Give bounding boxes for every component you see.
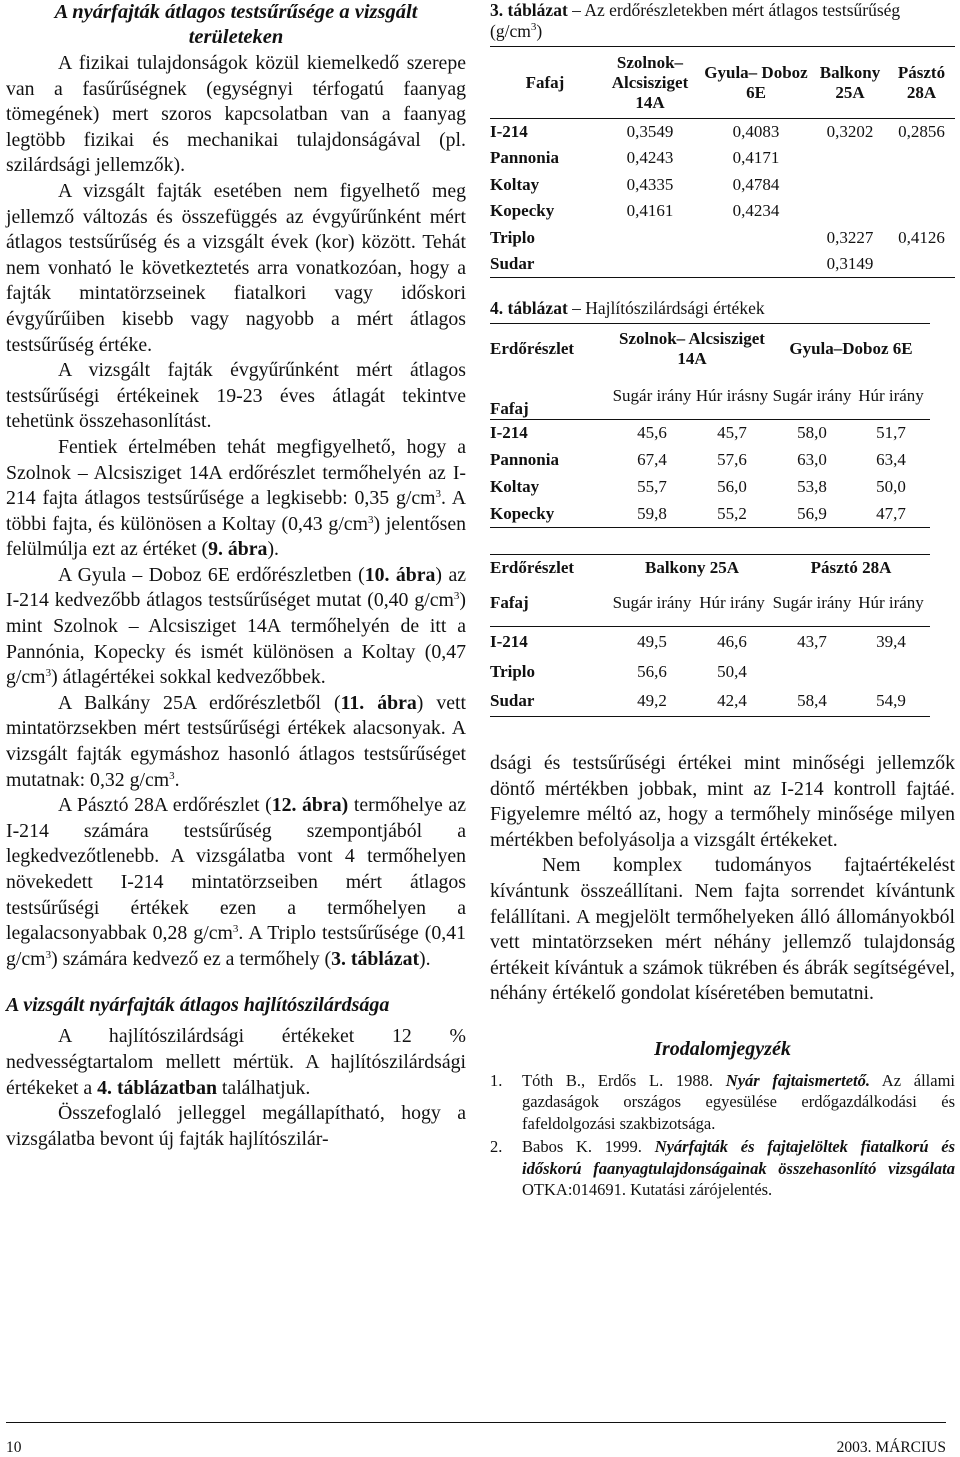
- superscript: 3: [45, 667, 52, 680]
- table-cell: 46,6: [717, 631, 747, 651]
- table-cell: 50,4: [717, 661, 747, 681]
- table-row: [490, 251, 955, 278]
- table-header-cell: Szolnok– Alcsisziget 14A: [600, 47, 700, 119]
- table-cell: [812, 198, 888, 225]
- table-cell: 0,4171: [732, 148, 780, 168]
- paragraph-4: [6, 435, 466, 563]
- paragraph-7: [6, 793, 466, 972]
- table-row: [490, 687, 930, 717]
- table-cell: [812, 172, 888, 199]
- paragraph-2: A vizsgált fajták esetében nem figyelhető meg jellemző változás és összefüggés az évgyűrűnként mért átlagos testsűrűség és a vizsgált évek (kor) között. Tehát nem vonható le következtetés arra vonatkozóan, hogy a fajták mintatörzseinek fiatalkori vagy időskori évgyűrűiben kisebb vagy nagyobb a mért átlagos testsűrűség értéke.: [6, 179, 466, 356]
- reference-text: [522, 1136, 955, 1201]
- superscript: 3: [453, 590, 460, 603]
- caption-text: ): [536, 21, 543, 41]
- table-header-cell: Szolnok– Alcsisziget 14A: [612, 324, 772, 374]
- table-row: [490, 172, 955, 199]
- table-cell: 0,4126: [898, 227, 945, 247]
- text-run: termőhelye az I-214 számára testsűrűség szempontjából a legkedvezőtlenebb. A vizsgálatba vont 4 termőhelyen növekedett I-214 mintatörzseiben mért átlagos testsűrűségi értékek ezen a termőhelyen a legalacsonyabbak 0,28 g/cm: [6, 794, 466, 945]
- table-cell: 56,6: [637, 661, 667, 681]
- table4-block1-body: [490, 420, 930, 528]
- figure-ref: 9. ábra: [208, 538, 268, 561]
- reference-number: 2.: [490, 1137, 503, 1157]
- table-cell: 45,7: [717, 423, 747, 443]
- table-header-cell: Sugár irány: [612, 374, 692, 420]
- reference-source: OTKA:014691. Kutatási zárójelentés.: [522, 1180, 773, 1200]
- table3: [490, 46, 955, 278]
- table-cell: 56,0: [717, 477, 747, 496]
- table-cell: 49,2: [612, 687, 692, 717]
- table-header-row: [490, 324, 930, 374]
- table-header-cell: Húr irány: [692, 581, 772, 627]
- section-heading-density: A nyárfajták átlagos testsűrűsége a vizsgált területeken: [54, 1, 418, 48]
- issue-label: 2003. MÁRCIUS: [836, 1439, 946, 1456]
- table-header-cell: Gyula– Doboz 6E: [700, 47, 812, 119]
- table3-body: [490, 119, 955, 278]
- table-cell: Sudar: [490, 251, 600, 278]
- right-paragraph-2: Nem komplex tudományos fajtaértékelést kívántunk összeállítani. Nem fajta sorrendet kívántunk felállítani. A megjelölt termőhelyeken álló állományokból vett mintatörzseken mért néhány jellemző tulajdonság értékeit kívántuk a számok tükrében és ábrák segítségével, néhány értékelő gondolat kíséretében bemutatni.: [490, 854, 955, 1005]
- text-run: A hajlítószilárdsági értékeket 12 % nedvességtartalom mellett mértük. A hajlítószilárdsági értékeket a: [6, 1025, 466, 1099]
- reference-item: [490, 1070, 955, 1135]
- table-cell: 59,8: [612, 501, 692, 528]
- reference-authors: Babos K. 1999.: [522, 1137, 655, 1157]
- text-run: találhatjuk.: [216, 1076, 311, 1099]
- table-cell: 56,9: [772, 501, 852, 528]
- table-cell: 53,8: [797, 477, 827, 496]
- reference-number: 1.: [490, 1070, 503, 1090]
- table-cell: 67,4: [637, 450, 667, 469]
- text-run: .: [174, 768, 180, 791]
- reference-title: Nyár fajtaismertető.: [725, 1070, 871, 1090]
- table-cell: Pannonia: [490, 450, 559, 469]
- text-run: ) mint Szolnok – Alcsisziget 14A termőhelyén de itt a Pannónia, Kopecky és ismét különösen a Koltay (0,47 g/cm: [6, 589, 466, 689]
- table-header-cell: Sugár irány: [612, 581, 692, 627]
- table-cell: 58,0: [797, 423, 827, 443]
- table-cell: 57,6: [717, 450, 747, 469]
- table-cell: [888, 145, 955, 172]
- table-cell: 0,3227: [826, 227, 874, 247]
- page-number: 10: [6, 1439, 22, 1456]
- reference-item: [490, 1136, 955, 1201]
- reference-title: Nyárfajták és fajtajelöltek fiatalkorú és időskorú faanyagtulajdonságainak összehasonlító vizsgálata: [522, 1137, 956, 1178]
- table-cell: 42,4: [692, 687, 772, 717]
- paragraph-3: A vizsgált fajták évgyűrűnként mért átlagos testsűrűségi értékeinek 19-23 éves átlagát tekintve tehetünk összehasonlítást.: [6, 359, 466, 433]
- table-cell: 0,2856: [898, 122, 945, 141]
- table-cell: 0,4784: [732, 174, 780, 194]
- table-row: [490, 627, 930, 657]
- paragraph-8: [6, 1024, 466, 1101]
- table-cell: I-214: [490, 423, 528, 443]
- table-cell: 55,2: [692, 501, 772, 528]
- table-cell: 63,0: [797, 450, 827, 469]
- table-cell: 0,3202: [826, 122, 874, 141]
- caption-text: – Az erdőrészletekben mért átlagos testsűrűség (g/cm: [490, 0, 901, 41]
- figure-ref: 12. ábra): [271, 794, 349, 817]
- paragraph-1: A fizikai tulajdonságok közül kiemelkedő szerepe van a fasűrűségnek (egységnyi térfogatú faanyag tömegének) mert szoros kapcsolatban van a faanyag legtöbb fizikai és mechanikai tulajdonságával (pl. szilárdsági jellemzők).: [6, 52, 466, 177]
- table-cell: [772, 657, 852, 687]
- table-cell: 0,3149: [812, 251, 888, 278]
- section-heading-bending: A vizsgált nyárfajták átlagos hajlítószilárdsága: [6, 994, 390, 1017]
- text-run: A Balkány 25A erdőrészletből (: [58, 691, 341, 714]
- table-header-cell: Húr irásny: [692, 374, 772, 420]
- text-run: ).: [419, 947, 431, 970]
- references-heading: Irodalomjegyzék: [654, 1037, 791, 1060]
- text-run: . A Triplo testsűrűsége (0,41 g/cm: [6, 922, 466, 970]
- table-cell: 51,7: [876, 423, 906, 443]
- table-cell: [812, 145, 888, 172]
- text-run: ) számára kedvező ez a termőhely (: [51, 947, 332, 970]
- table-cell: 49,5: [637, 631, 667, 651]
- table-header-row: [490, 47, 955, 119]
- table-cell: Koltay: [490, 174, 540, 194]
- table4-block2: [490, 554, 930, 717]
- paragraph-9: Összefoglaló jelleggel megállapítható, hogy a vizsgálatba bevont új fajták hajlítószilár-: [6, 1102, 466, 1150]
- table-subheader-row: [490, 581, 930, 627]
- table-cell: 0,4234: [732, 201, 780, 221]
- table-cell: Sudar: [490, 687, 612, 717]
- table-header-cell: Erdőrészlet: [490, 555, 612, 581]
- table-cell: Koltay: [490, 477, 540, 496]
- table-cell: Kopecky: [490, 201, 555, 221]
- figure-ref: 11. ábra: [340, 691, 417, 714]
- table-row: [490, 119, 955, 146]
- superscript: 3: [530, 21, 537, 33]
- table-row: [490, 198, 955, 225]
- table-row: [490, 474, 930, 501]
- table-cell: [888, 251, 955, 278]
- table-cell: 55,7: [637, 477, 667, 496]
- text-run: Fentiek értelmében tehát megfigyelhető, hogy a Szolnok – Alcsisziget 14A erdőrészlet termőhelyén az I-214 fajta átlagos testsűrűsége a legkisebb: 0,35 g/cm: [6, 435, 466, 510]
- superscript: 3: [367, 513, 374, 526]
- superscript: 3: [45, 948, 52, 961]
- table-cell: 0,4083: [732, 122, 780, 141]
- table-cell: 0,3549: [626, 122, 674, 141]
- superscript: 3: [169, 769, 175, 782]
- table-cell: 0,4243: [626, 148, 674, 168]
- table-header-cell: Erdőrészlet: [490, 324, 612, 374]
- table-cell: [600, 251, 700, 278]
- table-cell: [700, 251, 812, 278]
- caption-label: 4. táblázat: [490, 298, 568, 318]
- table-header-cell: Fafaj: [490, 374, 612, 420]
- table-header-cell: Fafaj: [490, 581, 612, 627]
- text-run: ) vett mintatörzsekben mért testsűrűségi értékek alacsonyak. A vizsgált fajták egymáshoz hasonló átlagos testsűrűséget mutatnak: 0,32 g/cm: [6, 691, 466, 791]
- table-header-cell: Húr irány: [852, 374, 930, 420]
- superscript: 3: [435, 488, 442, 501]
- table-row: [490, 420, 930, 447]
- table-cell: [600, 225, 700, 252]
- table-cell: Triplo: [490, 661, 536, 681]
- table-cell: 50,0: [876, 477, 906, 496]
- table-cell: 39,4: [876, 631, 906, 651]
- table-row: [490, 145, 955, 172]
- table-cell: Triplo: [490, 227, 536, 247]
- text-run: ).: [267, 538, 279, 561]
- references-list: [490, 1070, 955, 1201]
- text-run: ) átlagértékei sokkal kedvezőbbek.: [51, 666, 326, 689]
- reference-source: Az állami gazdaságok országos egyesülése erdőgazdálkodási és fafeldolgozási szakbizotsága.: [522, 1070, 955, 1133]
- table-cell: [888, 172, 955, 199]
- caption-text: – Hajlítószilárdsági értékek: [567, 298, 765, 318]
- table-cell: Kopecky: [490, 501, 612, 528]
- table-header-cell: Pásztó 28A: [772, 555, 930, 581]
- text-run: ) az I-214 kedvezőbb átlagos testsűrűséget mutat (0,40 g/cm: [6, 563, 467, 612]
- caption-label: 3. táblázat: [490, 0, 568, 20]
- table-ref: 3. táblázat: [331, 947, 420, 970]
- table-header-cell: Sugár irány: [772, 374, 852, 420]
- paragraph-5: [6, 563, 466, 691]
- table-row: [490, 225, 955, 252]
- superscript: 3: [232, 923, 239, 936]
- table-cell: [888, 198, 955, 225]
- table-header-cell: Sugár irány: [772, 581, 852, 627]
- table-row: [490, 657, 930, 687]
- right-column: [490, 0, 955, 1201]
- table-header-cell: Balkony 25A: [612, 555, 772, 581]
- table-cell: 58,4: [772, 687, 852, 717]
- reference-text: [522, 1070, 955, 1135]
- table-row: [490, 501, 930, 528]
- table-cell: 43,7: [797, 631, 827, 651]
- table-header-cell: Fafaj: [490, 47, 600, 119]
- table-cell: 63,4: [876, 450, 906, 469]
- table-cell: I-214: [490, 122, 528, 141]
- table-header-cell: Húr irány: [852, 581, 930, 627]
- text-run: . A többi fajta, és különösen a Koltay (0,43 g/cm: [6, 487, 466, 535]
- table-header-cell: Gyula–Doboz 6E: [772, 324, 930, 374]
- table-cell: [852, 657, 930, 687]
- table4-block2-body: [490, 627, 930, 717]
- right-paragraph-1: dsági és testsűrűségi értékei mint minőségi jellemzők döntő mértékben jobbak, mint az I-214 kontroll fajtáé. Figyelemre méltó az, hogy a termőhely minősége milyen mértékben befolyásolja a vizsgált értékeket.: [490, 752, 955, 851]
- paragraph-6: [6, 691, 466, 793]
- table4-caption: [490, 298, 955, 319]
- page-footer: [6, 1422, 946, 1456]
- table-cell: Pannonia: [490, 148, 559, 168]
- table-cell: 0,4335: [626, 174, 674, 194]
- table-header-cell: Pásztó 28A: [888, 47, 955, 119]
- table-subheader-row: [490, 374, 930, 420]
- reference-authors: Tóth B., Erdős L. 1988.: [522, 1070, 726, 1090]
- table-row: [490, 447, 930, 474]
- text-run: A Gyula – Doboz 6E erdőrészletben (: [58, 563, 365, 586]
- text-run: ) jelentősen felülmúlja ezt az értéket (: [6, 512, 466, 561]
- table-cell: 45,6: [637, 423, 667, 443]
- table-cell: I-214: [490, 631, 528, 651]
- left-column: [6, 0, 466, 1152]
- table-cell: 54,9: [852, 687, 930, 717]
- table-cell: [700, 225, 812, 252]
- figure-ref: 10. ábra: [364, 563, 436, 586]
- table4-block1: [490, 323, 930, 528]
- table-ref: 4. táblázatban: [97, 1076, 217, 1099]
- table-header-cell: Balkony 25A: [812, 47, 888, 119]
- text-run: A Pásztó 28A erdőrészlet (: [58, 794, 272, 817]
- table3-caption: [490, 0, 955, 42]
- table-cell: 47,7: [852, 501, 930, 528]
- table-cell: 0,4161: [626, 201, 674, 221]
- table-header-row: [490, 555, 930, 581]
